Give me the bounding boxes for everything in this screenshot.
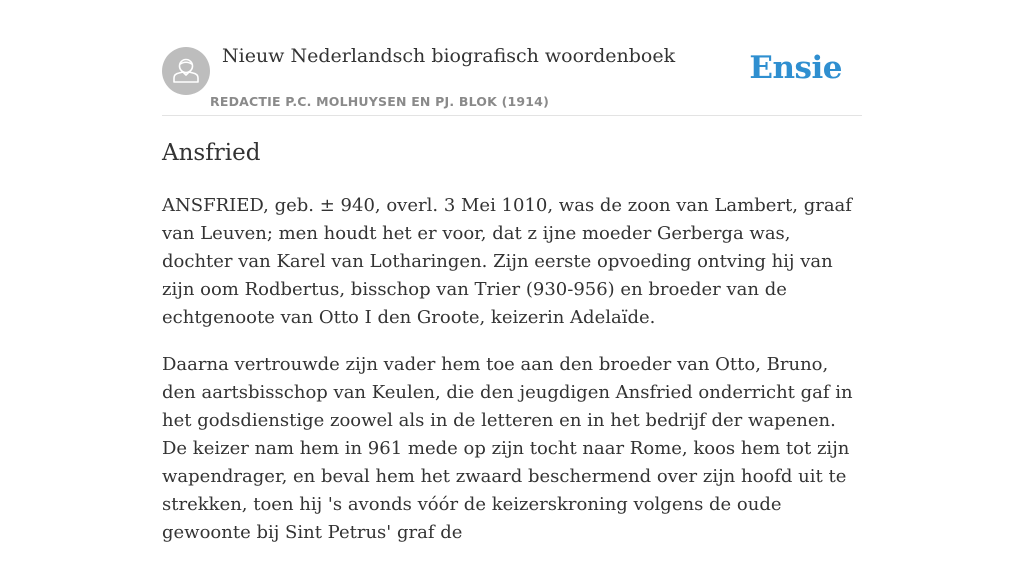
- content-column: [162, 0, 862, 543]
- source-header: [162, 0, 862, 116]
- article-body: [162, 192, 866, 566]
- paragraph: ANSFRIED, geb. ± 940, overl. 3 Mei 1010, was de zoon van Lambert, graaf van Leuven; men houdt het er voor, dat z ijne moeder Gerberga was, dochter van Karel van Lotharingen. Zijn eerste opvoeding ontving hij van zijn oom Rodbertus, bisschop van Trier (930-956) en broeder van de echtgenoote van Otto I den Groote, keizerin Adelaïde.: [162, 195, 852, 328]
- source-subtitle: REDACTIE P.C. MOLHUYSEN EN PJ. BLOK (1914): [210, 94, 549, 109]
- user-icon[interactable]: [162, 47, 210, 95]
- article-title: Ansfried: [162, 140, 261, 166]
- ensie-logo[interactable]: Ensie: [749, 50, 842, 86]
- paragraph: Daarna vertrouwde zijn vader hem toe aan den broeder van Otto, Bruno, den aartsbisschop van Keulen, die den jeugdigen Ansfried onderricht gaf in het godsdienstige zoowel als in de letteren en in het bedrijf der wapenen. De keizer nam hem in 961 mede op zijn tocht naar Rome, koos hem tot zijn wapendrager, en beval hem het zwaard beschermend over zijn hoofd uit te strekken, toen hij 's avonds vóór de keizerskroning volgens de oude gewoonte bij Sint Petrus' graf de: [162, 354, 853, 543]
- source-title[interactable]: Nieuw Nederlandsch biografisch woordenboek: [222, 45, 676, 67]
